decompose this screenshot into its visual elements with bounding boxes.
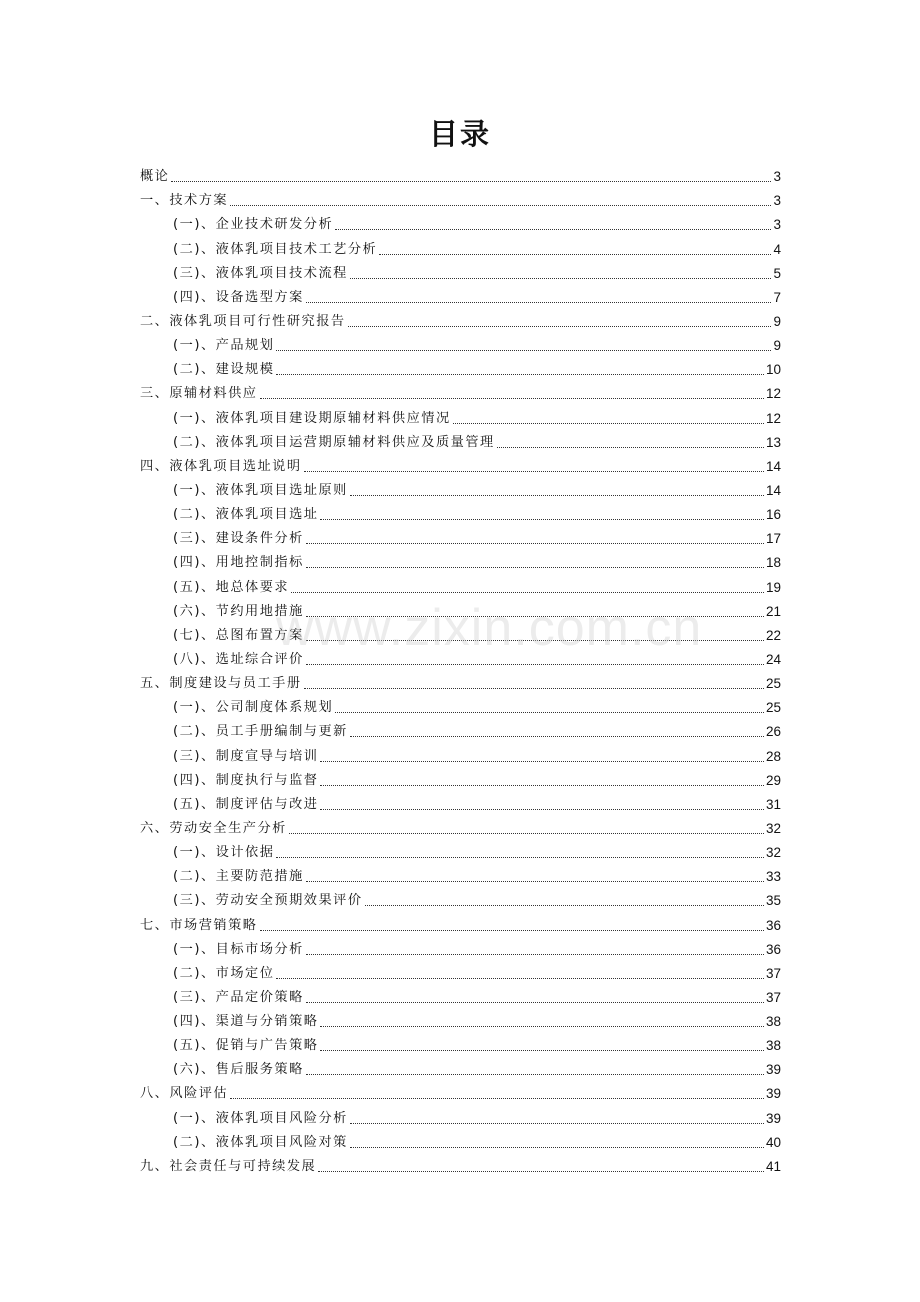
toc-page-number: 9 <box>773 338 781 354</box>
toc-subentry[interactable] <box>140 717 781 741</box>
toc-leader-dots <box>320 761 763 762</box>
toc-leader-dots <box>350 736 764 737</box>
table-of-contents <box>140 162 781 1176</box>
toc-leader-dots <box>318 1171 764 1172</box>
toc-page-number: 39 <box>765 1110 781 1126</box>
toc-leader-dots <box>306 1074 764 1075</box>
toc-subentry[interactable] <box>140 403 781 427</box>
toc-leader-dots <box>379 254 771 255</box>
toc-subentry[interactable] <box>140 983 781 1007</box>
toc-subentry[interactable] <box>140 500 781 524</box>
toc-entry-text: (一)、液体乳项目选址原则 <box>173 482 348 498</box>
toc-leader-dots <box>320 519 763 520</box>
toc-subentry[interactable] <box>140 1128 781 1152</box>
toc-page-number: 14 <box>765 482 781 498</box>
toc-entry-text: (五)、地总体要求 <box>173 579 290 595</box>
toc-leader-dots <box>453 423 764 424</box>
toc-entry-text: (四)、渠道与分销策略 <box>173 1014 319 1030</box>
toc-page-number: 38 <box>765 1038 781 1054</box>
toc-entry-text: (四)、制度执行与监督 <box>173 772 319 788</box>
toc-subentry[interactable] <box>140 283 781 307</box>
toc-subentry[interactable] <box>140 548 781 572</box>
toc-page-number: 25 <box>765 676 781 692</box>
toc-entry-text: (一)、企业技术研发分析 <box>173 217 334 233</box>
toc-leader-dots <box>350 1147 764 1148</box>
toc-page-number: 37 <box>765 989 781 1005</box>
toc-entry-text: (一)、产品规划 <box>173 338 275 354</box>
toc-page-number: 36 <box>765 917 781 933</box>
toc-leader-dots <box>348 326 772 327</box>
toc-entry-text: (四)、设备选型方案 <box>173 289 304 305</box>
toc-page-number: 17 <box>765 531 781 547</box>
toc-entry-text: (二)、液体乳项目风险对策 <box>173 1134 348 1150</box>
toc-entry-text: (四)、用地控制指标 <box>173 555 304 571</box>
toc-page-number: 24 <box>765 651 781 667</box>
toc-page-number: 12 <box>765 386 781 402</box>
toc-entry[interactable] <box>140 307 781 331</box>
toc-page-number: 10 <box>765 362 781 378</box>
toc-subentry[interactable] <box>140 234 781 258</box>
toc-leader-dots <box>230 205 771 206</box>
toc-entry-text: (三)、制度宣导与培训 <box>173 748 319 764</box>
toc-entry[interactable] <box>140 814 781 838</box>
toc-subentry[interactable] <box>140 1103 781 1127</box>
toc-subentry[interactable] <box>140 331 781 355</box>
toc-page-number: 9 <box>773 313 781 329</box>
toc-page-number: 22 <box>765 627 781 643</box>
toc-leader-dots <box>289 833 764 834</box>
toc-page-number: 37 <box>765 965 781 981</box>
toc-entry[interactable] <box>140 1152 781 1176</box>
toc-page-number: 31 <box>765 796 781 812</box>
toc-page-number: 32 <box>765 820 781 836</box>
toc-leader-dots <box>276 857 764 858</box>
toc-page-number: 39 <box>765 1086 781 1102</box>
toc-subentry[interactable] <box>140 766 781 790</box>
toc-leader-dots <box>230 1098 764 1099</box>
toc-subentry[interactable] <box>140 524 781 548</box>
toc-page-number: 14 <box>765 458 781 474</box>
toc-page-number: 33 <box>765 869 781 885</box>
toc-page-number: 3 <box>773 217 781 233</box>
toc-leader-dots <box>306 567 764 568</box>
toc-subentry[interactable] <box>140 862 781 886</box>
toc-leader-dots <box>306 302 772 303</box>
toc-leader-dots <box>320 1026 763 1027</box>
toc-title: 目录 <box>428 117 491 151</box>
toc-entry-text: 六、劳动安全生产分析 <box>140 820 287 836</box>
toc-entry[interactable] <box>140 452 781 476</box>
toc-leader-dots <box>365 905 764 906</box>
toc-leader-dots <box>320 809 763 810</box>
toc-leader-dots <box>350 495 764 496</box>
toc-entry-text: 九、社会责任与可持续发展 <box>140 1158 317 1174</box>
toc-leader-dots <box>304 688 764 689</box>
toc-page-number: 21 <box>765 603 781 619</box>
toc-leader-dots <box>304 471 764 472</box>
toc-entry-text: (二)、液体乳项目运营期原辅材料供应及质量管理 <box>173 434 495 450</box>
toc-entry-text: (七)、总图布置方案 <box>173 627 304 643</box>
toc-entry[interactable] <box>140 379 781 403</box>
toc-page-number: 16 <box>765 507 781 523</box>
toc-page-number: 39 <box>765 1062 781 1078</box>
toc-entry[interactable] <box>140 162 781 186</box>
toc-page-number: 18 <box>765 555 781 571</box>
toc-entry-text: (一)、公司制度体系规划 <box>173 700 334 716</box>
toc-subentry[interactable] <box>140 790 781 814</box>
toc-subentry[interactable] <box>140 428 781 452</box>
toc-page-number: 41 <box>765 1158 781 1174</box>
toc-leader-dots <box>306 664 764 665</box>
toc-page-number: 36 <box>765 941 781 957</box>
toc-entry-text: 二、液体乳项目可行性研究报告 <box>140 313 346 329</box>
toc-page-number: 28 <box>765 748 781 764</box>
toc-page-number: 3 <box>773 169 781 185</box>
toc-leader-dots <box>291 592 764 593</box>
toc-entry-text: 七、市场营销策略 <box>140 917 258 933</box>
toc-entry-text: (六)、售后服务策略 <box>173 1062 304 1078</box>
toc-subentry[interactable] <box>140 886 781 910</box>
toc-subentry[interactable] <box>140 476 781 500</box>
toc-leader-dots <box>276 350 771 351</box>
toc-entry-text: (二)、主要防范措施 <box>173 869 304 885</box>
toc-leader-dots <box>276 978 764 979</box>
toc-leader-dots <box>335 712 764 713</box>
toc-subentry[interactable] <box>140 210 781 234</box>
toc-page-number: 19 <box>765 579 781 595</box>
toc-entry-text: 三、原辅材料供应 <box>140 386 258 402</box>
toc-leader-dots <box>320 1050 763 1051</box>
toc-subentry[interactable] <box>140 1055 781 1079</box>
toc-entry-text: (二)、市场定位 <box>173 965 275 981</box>
toc-subentry[interactable] <box>140 259 781 283</box>
toc-entry-text: (二)、液体乳项目选址 <box>173 507 319 523</box>
toc-page-number: 13 <box>765 434 781 450</box>
watermark: www.zixin.com.cn <box>276 599 703 657</box>
toc-page-number: 7 <box>773 289 781 305</box>
toc-subentry[interactable] <box>140 693 781 717</box>
toc-page-number: 4 <box>773 241 781 257</box>
toc-entry-text: (一)、液体乳项目风险分析 <box>173 1110 348 1126</box>
toc-entry-text: (一)、液体乳项目建设期原辅材料供应情况 <box>173 410 451 426</box>
toc-entry-text: (二)、建设规模 <box>173 362 275 378</box>
toc-entry-text: 四、液体乳项目选址说明 <box>140 458 302 474</box>
toc-entry-text: (一)、设计依据 <box>173 845 275 861</box>
toc-entry[interactable] <box>140 669 781 693</box>
toc-leader-dots <box>497 447 764 448</box>
toc-leader-dots <box>306 881 764 882</box>
toc-page-number: 25 <box>765 700 781 716</box>
toc-leader-dots <box>350 1123 764 1124</box>
toc-entry-text: 一、技术方案 <box>140 193 229 209</box>
toc-entry-text: (三)、产品定价策略 <box>173 989 304 1005</box>
toc-leader-dots <box>335 229 771 230</box>
toc-entry[interactable] <box>140 186 781 210</box>
toc-entry-text: (五)、促销与广告策略 <box>173 1038 319 1054</box>
toc-entry-text: (八)、选址综合评价 <box>173 651 304 667</box>
toc-page-number: 38 <box>765 1014 781 1030</box>
toc-subentry[interactable] <box>140 741 781 765</box>
toc-entry[interactable] <box>140 1079 781 1103</box>
toc-page-number: 32 <box>765 845 781 861</box>
toc-leader-dots <box>320 785 763 786</box>
toc-page-number: 5 <box>773 265 781 281</box>
toc-page-number: 35 <box>765 893 781 909</box>
toc-subentry[interactable] <box>140 959 781 983</box>
toc-entry-text: (六)、节约用地措施 <box>173 603 304 619</box>
toc-page-number: 12 <box>765 410 781 426</box>
toc-subentry[interactable] <box>140 1007 781 1031</box>
toc-entry-text: (二)、液体乳项目技术工艺分析 <box>173 241 378 257</box>
toc-page-number: 40 <box>765 1134 781 1150</box>
toc-leader-dots <box>350 278 772 279</box>
toc-entry-text: 五、制度建设与员工手册 <box>140 676 302 692</box>
toc-subentry[interactable] <box>140 838 781 862</box>
toc-leader-dots <box>260 930 764 931</box>
toc-entry-text: 八、风险评估 <box>140 1086 229 1102</box>
toc-leader-dots <box>306 1002 764 1003</box>
toc-leader-dots <box>306 543 764 544</box>
toc-entry-text: (三)、液体乳项目技术流程 <box>173 265 348 281</box>
toc-subentry[interactable] <box>140 355 781 379</box>
toc-entry-text: (一)、目标市场分析 <box>173 941 304 957</box>
toc-page-number: 26 <box>765 724 781 740</box>
toc-page-number: 29 <box>765 772 781 788</box>
toc-subentry[interactable] <box>140 572 781 596</box>
toc-leader-dots <box>171 181 771 182</box>
toc-entry[interactable] <box>140 910 781 934</box>
toc-entry-text: 概论 <box>140 169 170 185</box>
toc-entry-text: (三)、建设条件分析 <box>173 531 304 547</box>
toc-page-number: 3 <box>773 193 781 209</box>
toc-leader-dots <box>306 954 764 955</box>
toc-subentry[interactable] <box>140 935 781 959</box>
toc-entry-text: (二)、员工手册编制与更新 <box>173 724 348 740</box>
toc-subentry[interactable] <box>140 1031 781 1055</box>
toc-entry-text: (五)、制度评估与改进 <box>173 796 319 812</box>
toc-leader-dots <box>260 398 764 399</box>
toc-leader-dots <box>276 374 764 375</box>
toc-entry-text: (三)、劳动安全预期效果评价 <box>173 893 363 909</box>
